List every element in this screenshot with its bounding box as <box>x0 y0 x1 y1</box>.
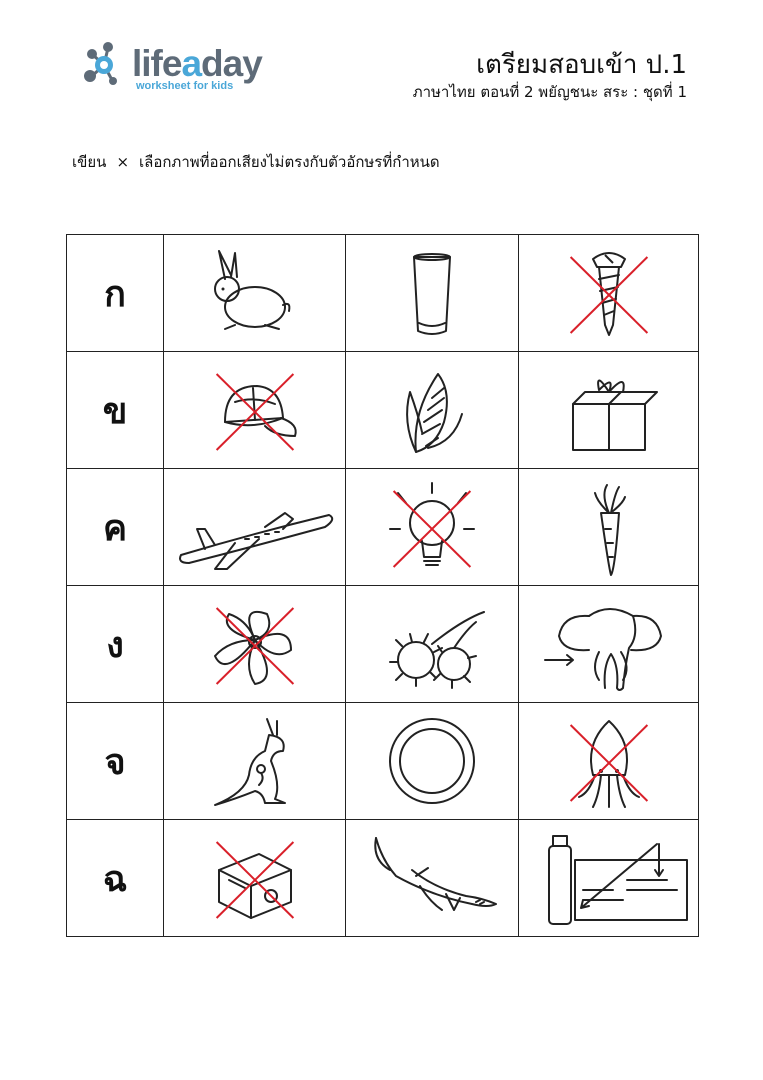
light-bulb-icon <box>372 479 492 575</box>
worksheet-row <box>67 586 699 703</box>
picture-cell[interactable] <box>346 352 519 469</box>
milk-bottle-label-icon <box>527 830 691 926</box>
letter-cell: ค <box>67 469 164 586</box>
logo-tagline: worksheet for kids <box>136 80 234 92</box>
page-title: เตรียมสอบเข้า ป.1 <box>476 50 687 80</box>
plate-icon <box>372 713 492 809</box>
picture-cell[interactable] <box>519 352 699 469</box>
worksheet-row <box>67 352 699 469</box>
cross-mark <box>394 491 471 567</box>
picture-cell[interactable] <box>164 703 346 820</box>
picture-cell[interactable] <box>519 586 699 703</box>
pencil-sharpener-icon <box>195 830 315 926</box>
worksheet-row <box>67 703 699 820</box>
page-subtitle: ภาษาไทย ตอนที่ 2 พยัญชนะ สระ : ชุดที่ 1 <box>412 83 687 101</box>
shark-icon <box>372 830 492 926</box>
lifeaday-logo <box>82 40 282 100</box>
elephant-tusk-icon <box>549 596 669 692</box>
worksheet-grid <box>66 234 699 937</box>
worksheet-row <box>67 235 699 352</box>
logo-word-life: life <box>132 43 182 84</box>
cap-icon <box>195 362 315 458</box>
logo-word-a: a <box>181 43 202 84</box>
picture-cell[interactable] <box>164 352 346 469</box>
worksheet-row <box>67 820 699 937</box>
carrot-icon <box>549 479 669 575</box>
gift-box-icon <box>549 362 669 458</box>
letter-cell: ง <box>67 586 164 703</box>
rabbit-icon <box>195 245 315 341</box>
cross-mark <box>570 257 647 333</box>
worksheet-row <box>67 469 699 586</box>
picture-cell[interactable] <box>164 820 346 937</box>
airplane-icon <box>175 479 335 575</box>
picture-cell[interactable] <box>346 235 519 352</box>
corn-icon <box>372 362 492 458</box>
rambutan-icon <box>372 596 492 692</box>
screw-icon <box>549 245 669 341</box>
letter-cell: จ <box>67 703 164 820</box>
picture-cell[interactable] <box>519 820 699 937</box>
instruction-mark: × <box>116 153 130 171</box>
instruction <box>72 152 440 172</box>
picture-cell[interactable] <box>346 586 519 703</box>
instruction-verb: เขียน <box>72 153 107 171</box>
letter-cell: ก <box>67 235 164 352</box>
instruction-text: เลือกภาพที่ออกเสียงไม่ตรงกับตัวอักษรที่กำหนด <box>139 153 440 171</box>
squid-icon <box>549 713 669 809</box>
picture-cell[interactable] <box>519 703 699 820</box>
logo-molecule-icon <box>82 40 132 90</box>
picture-cell[interactable] <box>164 469 346 586</box>
letter-cell: ฉ <box>67 820 164 937</box>
flower-icon <box>195 596 315 692</box>
picture-cell[interactable] <box>346 703 519 820</box>
picture-cell[interactable] <box>346 820 519 937</box>
glass-icon <box>372 245 492 341</box>
picture-cell[interactable] <box>346 469 519 586</box>
picture-cell[interactable] <box>164 235 346 352</box>
letter-cell: ข <box>67 352 164 469</box>
kangaroo-icon <box>195 713 315 809</box>
picture-cell[interactable] <box>519 469 699 586</box>
logo-word-day: day <box>201 43 262 84</box>
picture-cell[interactable] <box>164 586 346 703</box>
picture-cell[interactable] <box>519 235 699 352</box>
